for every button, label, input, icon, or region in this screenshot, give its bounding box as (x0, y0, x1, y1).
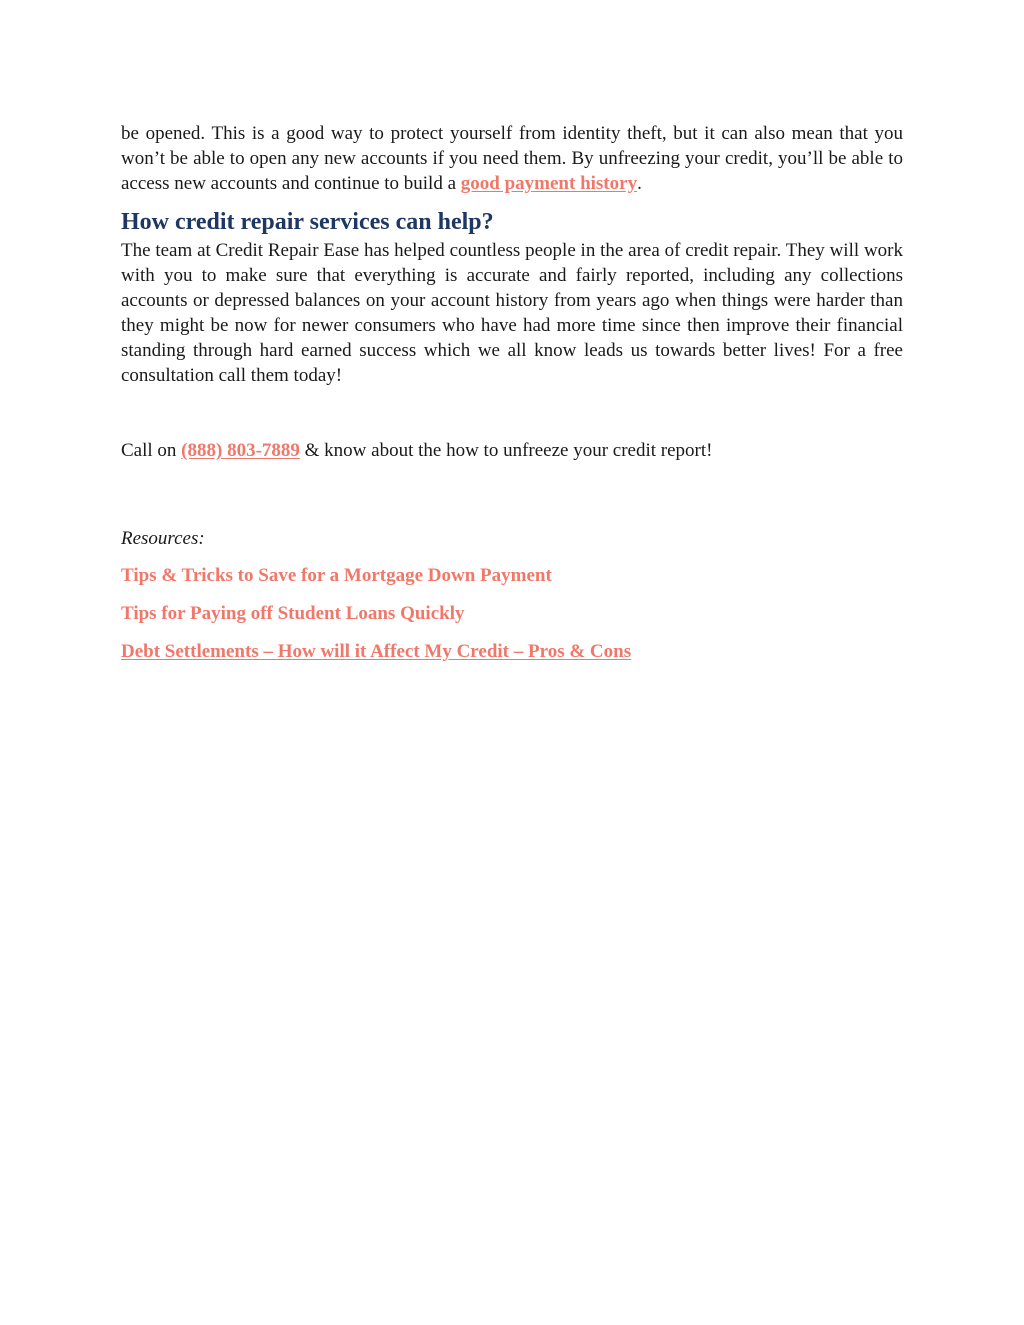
call-line (121, 438, 903, 463)
resources-label: Resources: (121, 528, 205, 549)
resource-link-debt-settlements[interactable]: Debt Settlements – How will it Affect My Credit – Pros & Cons (121, 641, 632, 662)
intro-text: be opened. This is a good way to protect yourself from identity theft, but it can also mean that you won’t be able to open any new accounts if you need them. By unfreezing your credit, you’ll be able to access new accounts and continue to build a (121, 123, 903, 194)
section-body: The team at Credit Repair Ease has helped countless people in the area of credit repair. They will work with you to make sure that everything is accurate and fairly reported, including any collections accounts or depressed balances on your account history from years ago when things were harder than they might be now for newer consumers who have had more time since then improve their financial standing through hard earned success which we all know leads us towards better lives! For a free consultation call them today! (121, 240, 903, 386)
resource-link-student-loans[interactable]: Tips for Paying off Student Loans Quickly (121, 603, 465, 624)
section-heading: How credit repair services can help? (121, 209, 494, 235)
call-suffix: & know about the how to unfreeze your credit report! (299, 440, 713, 461)
phone-link[interactable]: (888) 803-7889 (181, 440, 300, 461)
good-payment-history-link[interactable]: good payment history (460, 173, 638, 194)
intro-period: . (637, 173, 642, 194)
resource-link-mortgage[interactable]: Tips & Tricks to Save for a Mortgage Down Payment (121, 565, 552, 586)
call-prefix: Call on (121, 440, 182, 461)
intro-paragraph (121, 121, 903, 196)
document-page (121, 121, 903, 665)
